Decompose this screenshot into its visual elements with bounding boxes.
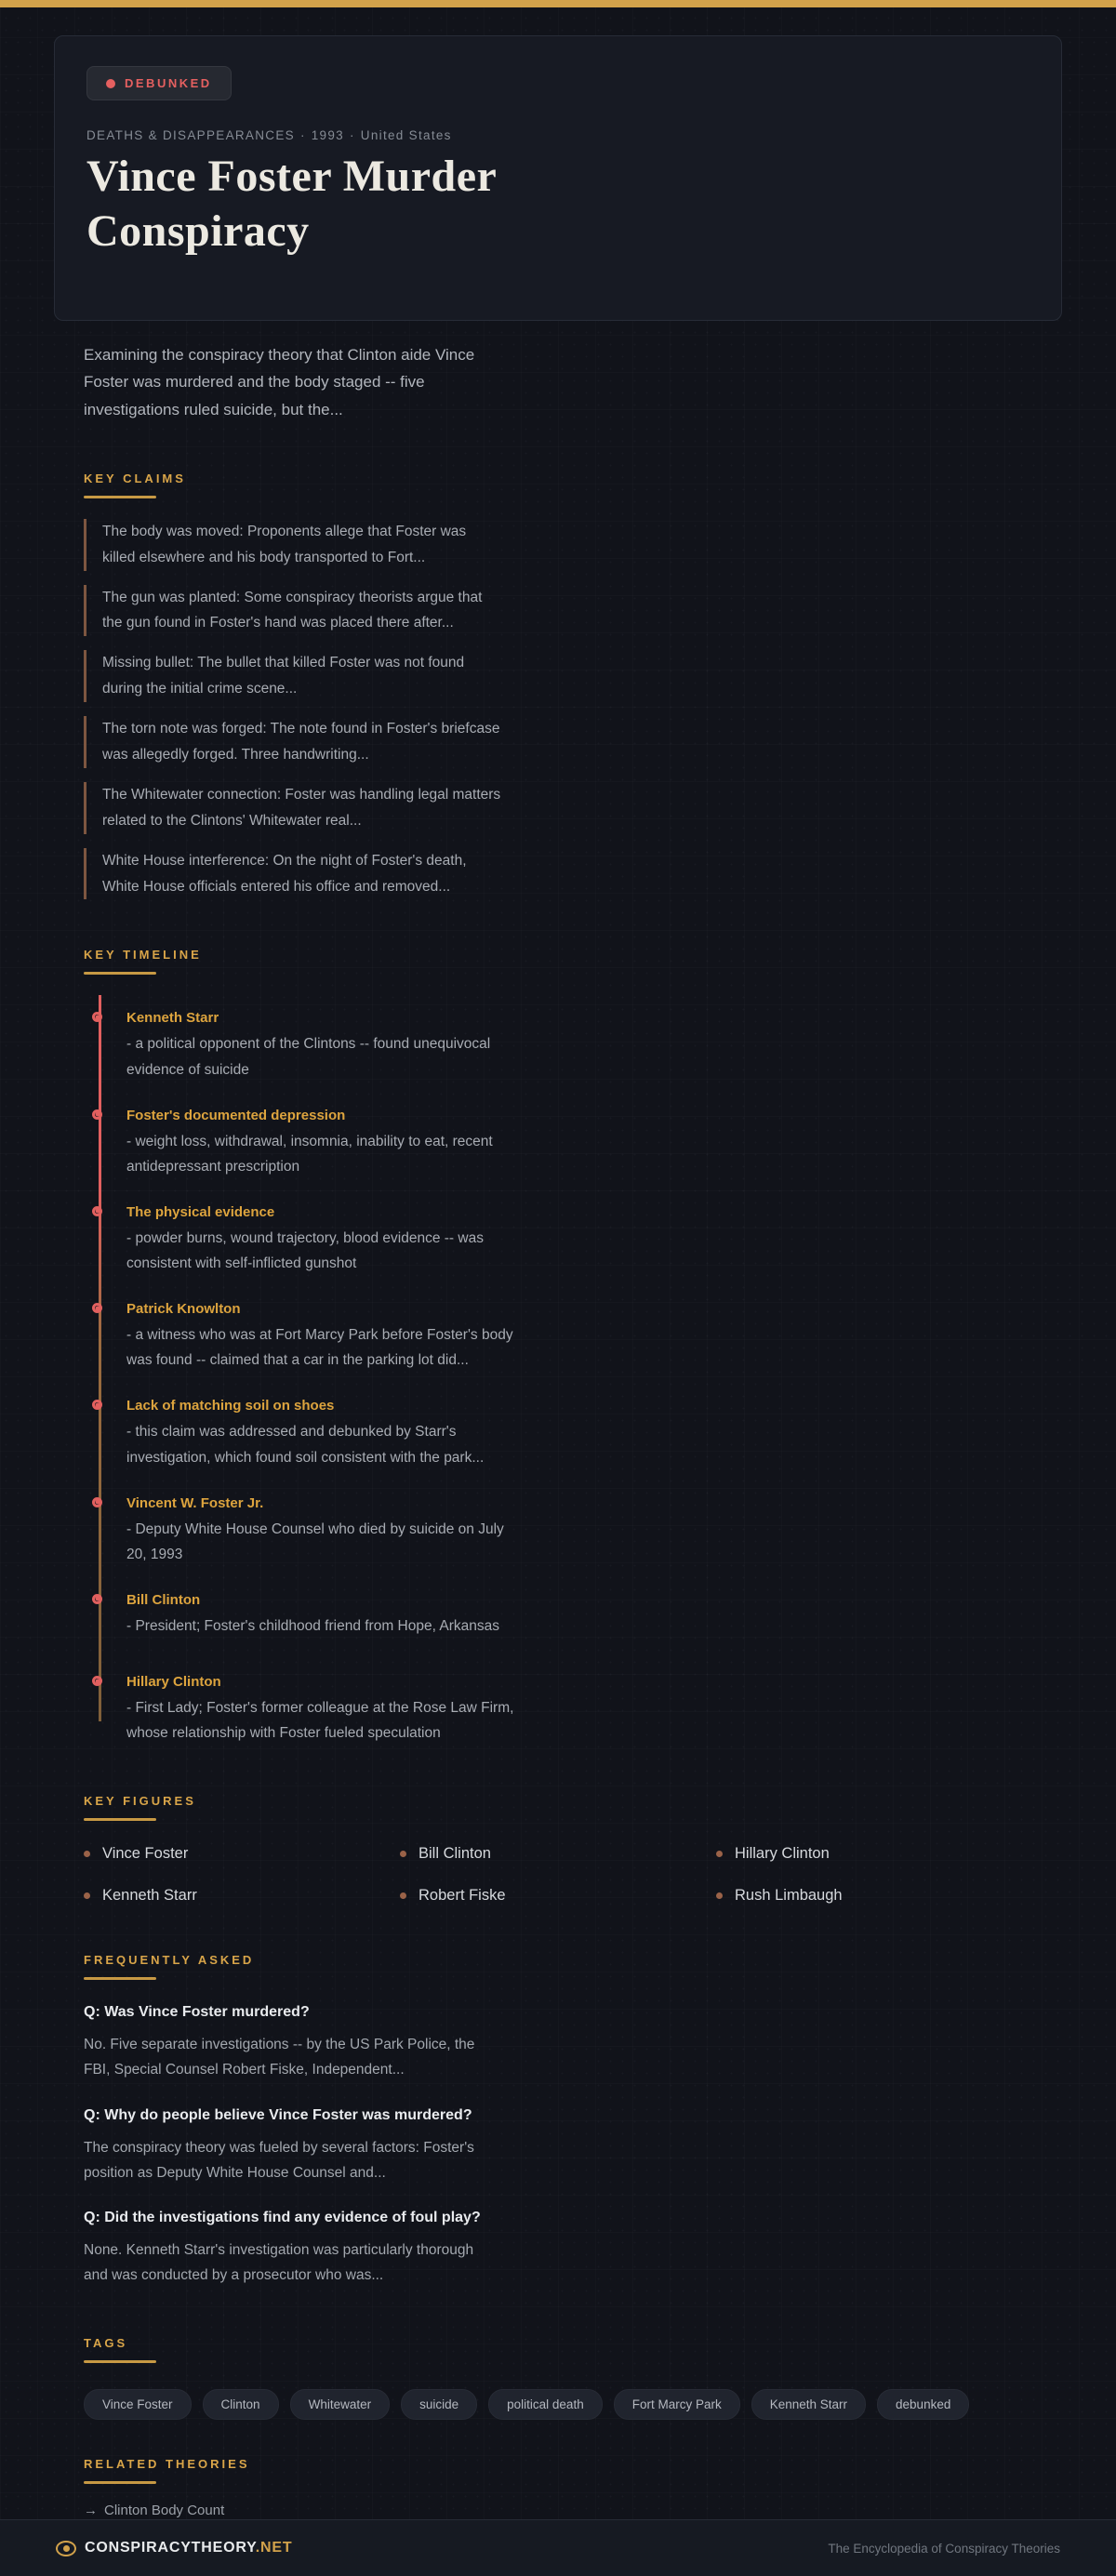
brand-main: CONSPIRACYTHEORY	[85, 2540, 256, 2556]
tag-chip[interactable]: suicide	[401, 2389, 477, 2420]
timeline-item-description: - a witness who was at Fort Marcy Park before Foster's body was found -- claimed that a car in the parking lot did...	[126, 1327, 513, 1369]
meta-separator: ·	[349, 128, 355, 142]
faq-section	[84, 1953, 1032, 2288]
related-theories-heading: RELATED THEORIES	[84, 2457, 1032, 2484]
timeline-item	[84, 1010, 1032, 1082]
faq-question: Q: Did the investigations find any evidence of foul play?	[84, 2209, 481, 2225]
timeline-marker-icon	[92, 1400, 102, 1410]
timeline-item-title: Bill Clinton	[126, 1591, 201, 1608]
status-badge-label: DEBUNKED	[125, 76, 212, 90]
claim-item: The gun was planted: Some conspiracy theorists argue that the gun found in Foster's hand was placed there after...	[84, 585, 502, 637]
timeline-item	[84, 1108, 1032, 1179]
site-logo[interactable]	[56, 2540, 292, 2556]
faq-list	[84, 2004, 1032, 2288]
faq-heading: FREQUENTLY ASKED	[84, 1953, 1032, 1980]
breadcrumb	[86, 128, 1030, 142]
tag-chip[interactable]: Vince Foster	[84, 2389, 192, 2420]
status-dot-icon	[106, 79, 115, 88]
bullet-dot-icon	[400, 1892, 406, 1899]
key-figures-heading: KEY FIGURES	[84, 1794, 1032, 1821]
claim-item: The Whitewater connection: Foster was handling legal matters related to the Clintons' Whitewater real...	[84, 782, 502, 834]
hero-card	[54, 35, 1062, 321]
tag-chip[interactable]: Fort Marcy Park	[614, 2389, 740, 2420]
figure-item	[716, 1845, 1032, 1863]
footer	[0, 2519, 1116, 2576]
figure-name: Kenneth Starr	[102, 1887, 197, 1905]
key-figures-section	[84, 1794, 1032, 1905]
faq-item	[84, 2210, 1032, 2288]
timeline-item-description: - this claim was addressed and debunked by Starr's investigation, which found soil consistent with the park...	[126, 1424, 485, 1466]
timeline-item	[84, 1674, 1032, 1746]
main-content	[0, 321, 1116, 2519]
related-theories-list	[84, 2484, 1032, 2519]
arrow-icon: →	[84, 2503, 98, 2519]
timeline-item-description: - First Lady; Foster's former colleague at the Rose Law Firm, whose relationship with Foster fueled speculation	[126, 1700, 514, 1742]
figure-name: Bill Clinton	[418, 1845, 491, 1863]
figure-name: Robert Fiske	[418, 1887, 506, 1905]
figure-item	[84, 1887, 400, 1905]
figure-name: Rush Limbaugh	[735, 1887, 843, 1905]
timeline-item-title: Foster's documented depression	[126, 1107, 346, 1123]
timeline-item-title: The physical evidence	[126, 1203, 275, 1220]
timeline-item-title: Hillary Clinton	[126, 1674, 221, 1691]
timeline-marker-icon	[92, 1497, 102, 1507]
eye-icon	[56, 2541, 76, 2556]
top-accent-bar	[0, 0, 1116, 7]
timeline	[84, 1006, 1032, 1746]
related-theory-name: Clinton Body Count	[104, 2503, 225, 2519]
tags-list	[84, 2389, 1032, 2420]
timeline-item-title: Patrick Knowlton	[126, 1301, 241, 1318]
faq-item	[84, 2004, 1032, 2082]
key-timeline-heading: KEY TIMELINE	[84, 948, 1032, 975]
figure-item	[400, 1887, 716, 1905]
faq-question: Q: Why do people believe Vince Foster was murdered?	[84, 2106, 472, 2123]
timeline-item	[84, 1592, 1032, 1639]
faq-question: Q: Was Vince Foster murdered?	[84, 2004, 310, 2021]
tag-chip[interactable]: Clinton	[203, 2389, 279, 2420]
year-label: 1993	[311, 128, 344, 142]
tag-chip[interactable]: Kenneth Starr	[751, 2389, 866, 2420]
tag-chip[interactable]: political death	[488, 2389, 603, 2420]
key-timeline-section	[84, 948, 1032, 1746]
figure-item	[716, 1887, 1032, 1905]
faq-answer: None. Kenneth Starr's investigation was particularly thorough and was conducted by a prosecutor who was...	[84, 2241, 474, 2283]
bullet-dot-icon	[716, 1892, 723, 1899]
site-tagline: The Encyclopedia of Conspiracy Theories	[828, 2541, 1060, 2556]
meta-separator: ·	[299, 128, 306, 142]
timeline-item-title: Kenneth Starr	[126, 1010, 219, 1027]
tags-heading: TAGS	[84, 2336, 1032, 2363]
brand-name	[85, 2540, 292, 2556]
summary-text: Examining the conspiracy theory that Clinton aide Vince Foster was murdered and the body staged -- five investigations ruled suicide, but the...	[84, 346, 475, 418]
timeline-item-description: - a political opponent of the Clintons -- found unequivocal evidence of suicide	[126, 1036, 491, 1078]
timeline-item-title: Lack of matching soil on shoes	[126, 1398, 335, 1414]
bullet-dot-icon	[84, 1892, 90, 1899]
timeline-item	[84, 1204, 1032, 1276]
timeline-item-title: Vincent W. Foster Jr.	[126, 1494, 264, 1511]
timeline-marker-icon	[92, 1206, 102, 1216]
status-badge	[86, 66, 232, 100]
claim-item: The body was moved: Proponents allege that Foster was killed elsewhere and his body transported to Fort...	[84, 519, 502, 571]
timeline-item-description: - powder burns, wound trajectory, blood evidence -- was consistent with self-inflicted gunshot	[126, 1229, 484, 1272]
bullet-dot-icon	[400, 1851, 406, 1857]
brand-tld: .NET	[255, 2540, 293, 2556]
related-theories-section	[84, 2457, 1032, 2519]
timeline-item	[84, 1398, 1032, 1469]
figure-name: Vince Foster	[102, 1845, 189, 1863]
timeline-item	[84, 1301, 1032, 1373]
key-claims-heading: KEY CLAIMS	[84, 471, 1032, 498]
timeline-item-description: - Deputy White House Counsel who died by suicide on July 20, 1993	[126, 1520, 504, 1562]
key-figures-list	[84, 1845, 1032, 1905]
bullet-dot-icon	[716, 1851, 723, 1857]
key-claims-list	[84, 519, 1032, 900]
figure-name: Hillary Clinton	[735, 1845, 830, 1863]
timeline-list	[84, 1006, 1032, 1746]
faq-answer: The conspiracy theory was fueled by several factors: Foster's position as Deputy White House Counsel and...	[84, 2139, 474, 2181]
timeline-item	[84, 1495, 1032, 1567]
figure-item	[400, 1845, 716, 1863]
faq-answer: No. Five separate investigations -- by the US Park Police, the FBI, Special Counsel Robert Fiske, Independent...	[84, 2037, 475, 2078]
category-label: DEATHS & DISAPPEARANCES	[86, 128, 295, 142]
claim-item: The torn note was forged: The note found in Foster's briefcase was allegedly forged. Three handwriting...	[84, 716, 502, 768]
timeline-item-description: - weight loss, withdrawal, insomnia, inability to eat, recent antidepressant prescription	[126, 1133, 493, 1175]
figure-item	[84, 1845, 400, 1863]
faq-item	[84, 2107, 1032, 2185]
timeline-marker-icon	[92, 1303, 102, 1313]
timeline-item-description: - President; Foster's childhood friend from Hope, Arkansas	[126, 1617, 499, 1634]
related-theory-link[interactable]	[84, 2503, 224, 2518]
bullet-dot-icon	[84, 1851, 90, 1857]
tag-chip[interactable]: debunked	[877, 2389, 969, 2420]
timeline-marker-icon	[92, 1109, 102, 1120]
timeline-marker-icon	[92, 1594, 102, 1604]
claim-item: White House interference: On the night of Foster's death, White House officials entered his office and removed...	[84, 848, 502, 900]
key-claims-section	[84, 471, 1032, 900]
claim-item: Missing bullet: The bullet that killed Foster was not found during the initial crime scene...	[84, 650, 502, 702]
tags-section	[84, 2336, 1032, 2420]
page-title: Vince Foster Murder Conspiracy	[86, 152, 497, 256]
country-label: United States	[360, 128, 452, 142]
timeline-marker-icon	[92, 1012, 102, 1022]
tag-chip[interactable]: Whitewater	[290, 2389, 391, 2420]
timeline-marker-icon	[92, 1676, 102, 1686]
